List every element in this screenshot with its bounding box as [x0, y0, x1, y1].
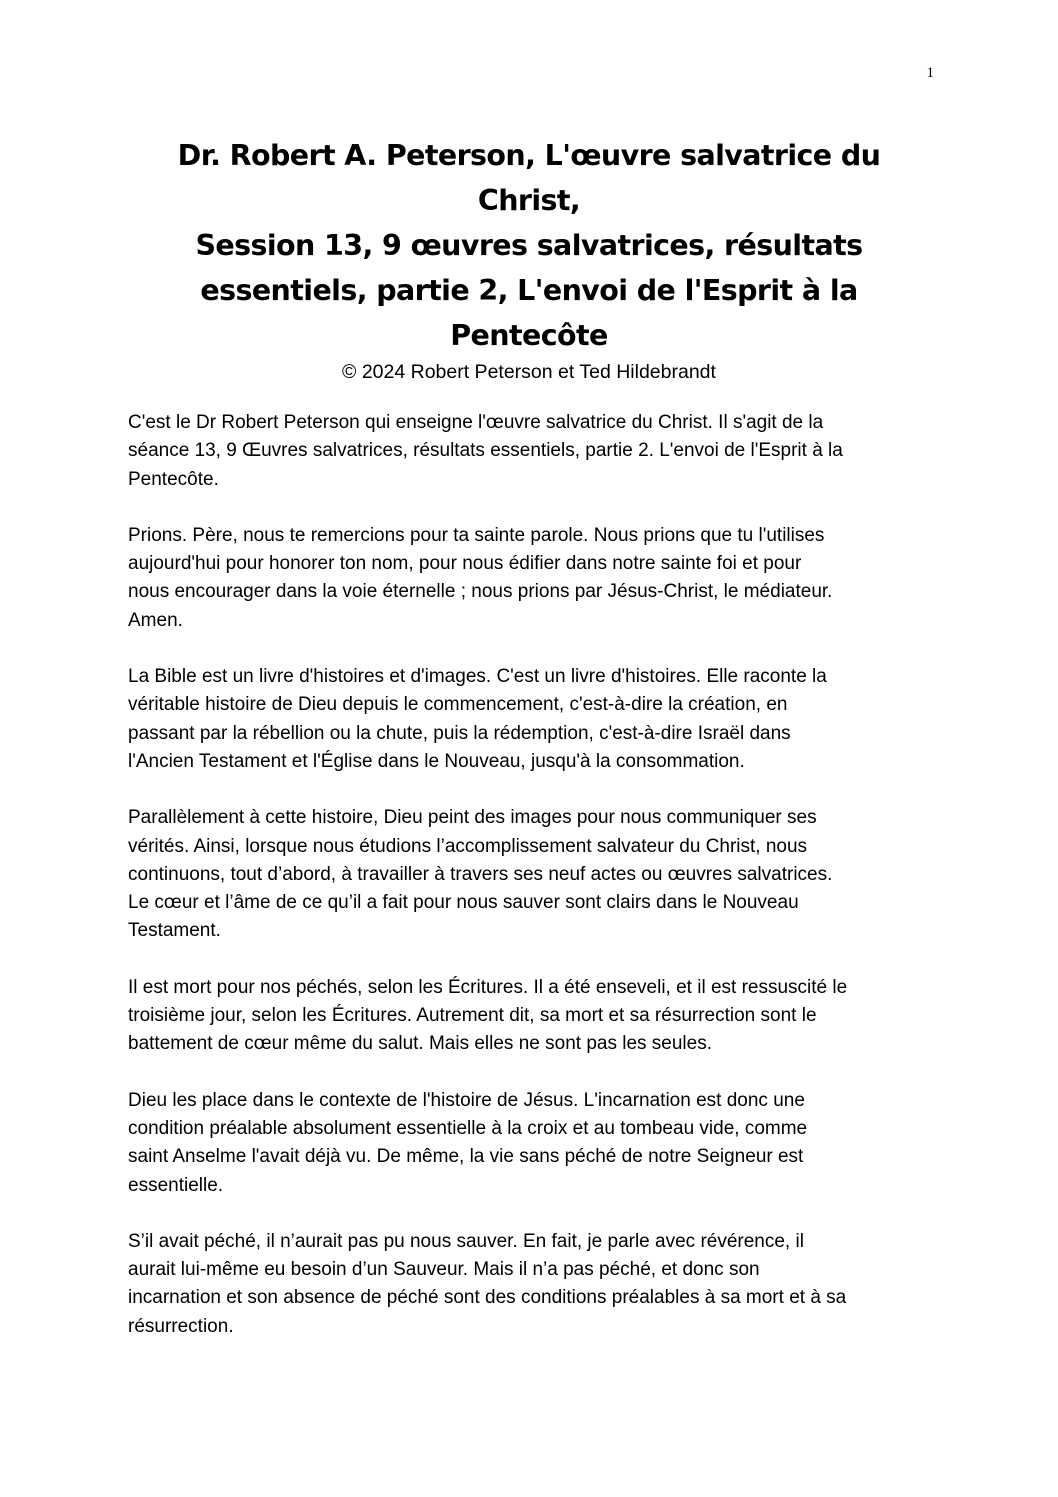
text-line: Prions. Père, nous te remercions pour ta sainte parole. Nous prions que tu l'utilises: [128, 524, 825, 546]
page-number: 1: [926, 65, 934, 81]
text-line: condition préalable absolument essentielle à la croix et au tombeau vide, comme: [128, 1117, 808, 1139]
text-line: séance 13, 9 Œuvres salvatrices, résultats essentiels, partie 2. L'envoi de l'Esprit à la: [128, 440, 843, 462]
text-line: battement de cœur même du salut. Mais elles ne sont pas les seules.: [128, 1033, 712, 1055]
title-line: Dr. Robert A. Peterson, L'œuvre salvatrice du: [177, 139, 881, 172]
text-line: incarnation et son absence de péché sont des conditions préalables à sa mort et à sa: [128, 1287, 847, 1309]
text-line: troisième jour, selon les Écritures. Autrement dit, sa mort et sa résurrection sont le: [128, 1005, 817, 1027]
paragraph-sinlessness: [128, 1228, 934, 1341]
text-line: Le cœur et l’âme de ce qu’il a fait pour nous sauver sont clairs dans le Nouveau: [128, 892, 799, 914]
text-line: Amen.: [128, 609, 183, 631]
text-line: résurrection.: [128, 1315, 234, 1337]
text-line: Pentecôte.: [128, 468, 219, 490]
text-line: nous encourager dans la voie éternelle ; nous prions par Jésus-Christ, le médiateur.: [128, 581, 833, 603]
text-line: Il est mort pour nos péchés, selon les Écritures. Il a été enseveli, et il est ressuscité le: [128, 976, 848, 998]
text-line: véritable histoire de Dieu depuis le commencement, c'est-à-dire la création, en: [128, 694, 788, 716]
paragraph-images: [128, 804, 934, 945]
text-line: continuons, tout d’abord, à travailler à travers ses neuf actes ou œuvres salvatrices.: [128, 863, 833, 885]
text-line: essentielle.: [128, 1174, 224, 1196]
title-line: Session 13, 9 œuvres salvatrices, résultats: [195, 229, 863, 262]
copyright-notice: © 2024 Robert Peterson et Ted Hildebrandt: [342, 361, 716, 383]
text-line: aujourd'hui pour honorer ton nom, pour nous édifier dans notre sainte foi et pour: [128, 553, 802, 575]
text-line: C'est le Dr Robert Peterson qui enseigne l'œuvre salvatrice du Christ. Il s'agit de la: [128, 412, 824, 433]
title-line: Pentecôte: [450, 319, 608, 352]
text-line: Testament.: [128, 920, 221, 942]
title-line: Christ,: [477, 184, 581, 217]
text-line: aurait lui-même eu besoin d’un Sauveur. Mais il n’a pas péché, et donc son: [128, 1259, 760, 1281]
paragraph-death-resurrection: [128, 974, 934, 1059]
text-line: Dieu les place dans le contexte de l'histoire de Jésus. L'incarnation est donc une: [128, 1089, 805, 1111]
paragraph-bible-story: [128, 663, 934, 776]
text-line: S’il avait péché, il n’aurait pas pu nous sauver. En fait, je parle avec révérence, il: [128, 1230, 804, 1252]
paragraph-prayer: [128, 522, 934, 635]
text-line: Parallèlement à cette histoire, Dieu peint des images pour nous communiquer ses: [128, 807, 817, 829]
paragraph-intro: [128, 409, 934, 494]
document-title-block: [128, 133, 930, 385]
paragraph-incarnation: [128, 1087, 934, 1200]
text-line: saint Anselme l'avait déjà vu. De même, la vie sans péché de notre Seigneur est: [128, 1146, 804, 1168]
text-line: l'Ancien Testament et l'Église dans le Nouveau, jusqu'à la consommation.: [128, 750, 745, 772]
text-line: passant par la rébellion ou la chute, puis la rédemption, c'est-à-dire Israël dans: [128, 722, 791, 744]
text-line: La Bible est un livre d'histoires et d'images. C'est un livre d'histoires. Elle raconte la: [128, 666, 827, 688]
document-body: [128, 409, 934, 1369]
text-line: vérités. Ainsi, lorsque nous étudions l’accomplissement salvateur du Christ, nous: [128, 835, 808, 857]
title-line: essentiels, partie 2, L'envoi de l'Esprit à la: [200, 274, 858, 307]
